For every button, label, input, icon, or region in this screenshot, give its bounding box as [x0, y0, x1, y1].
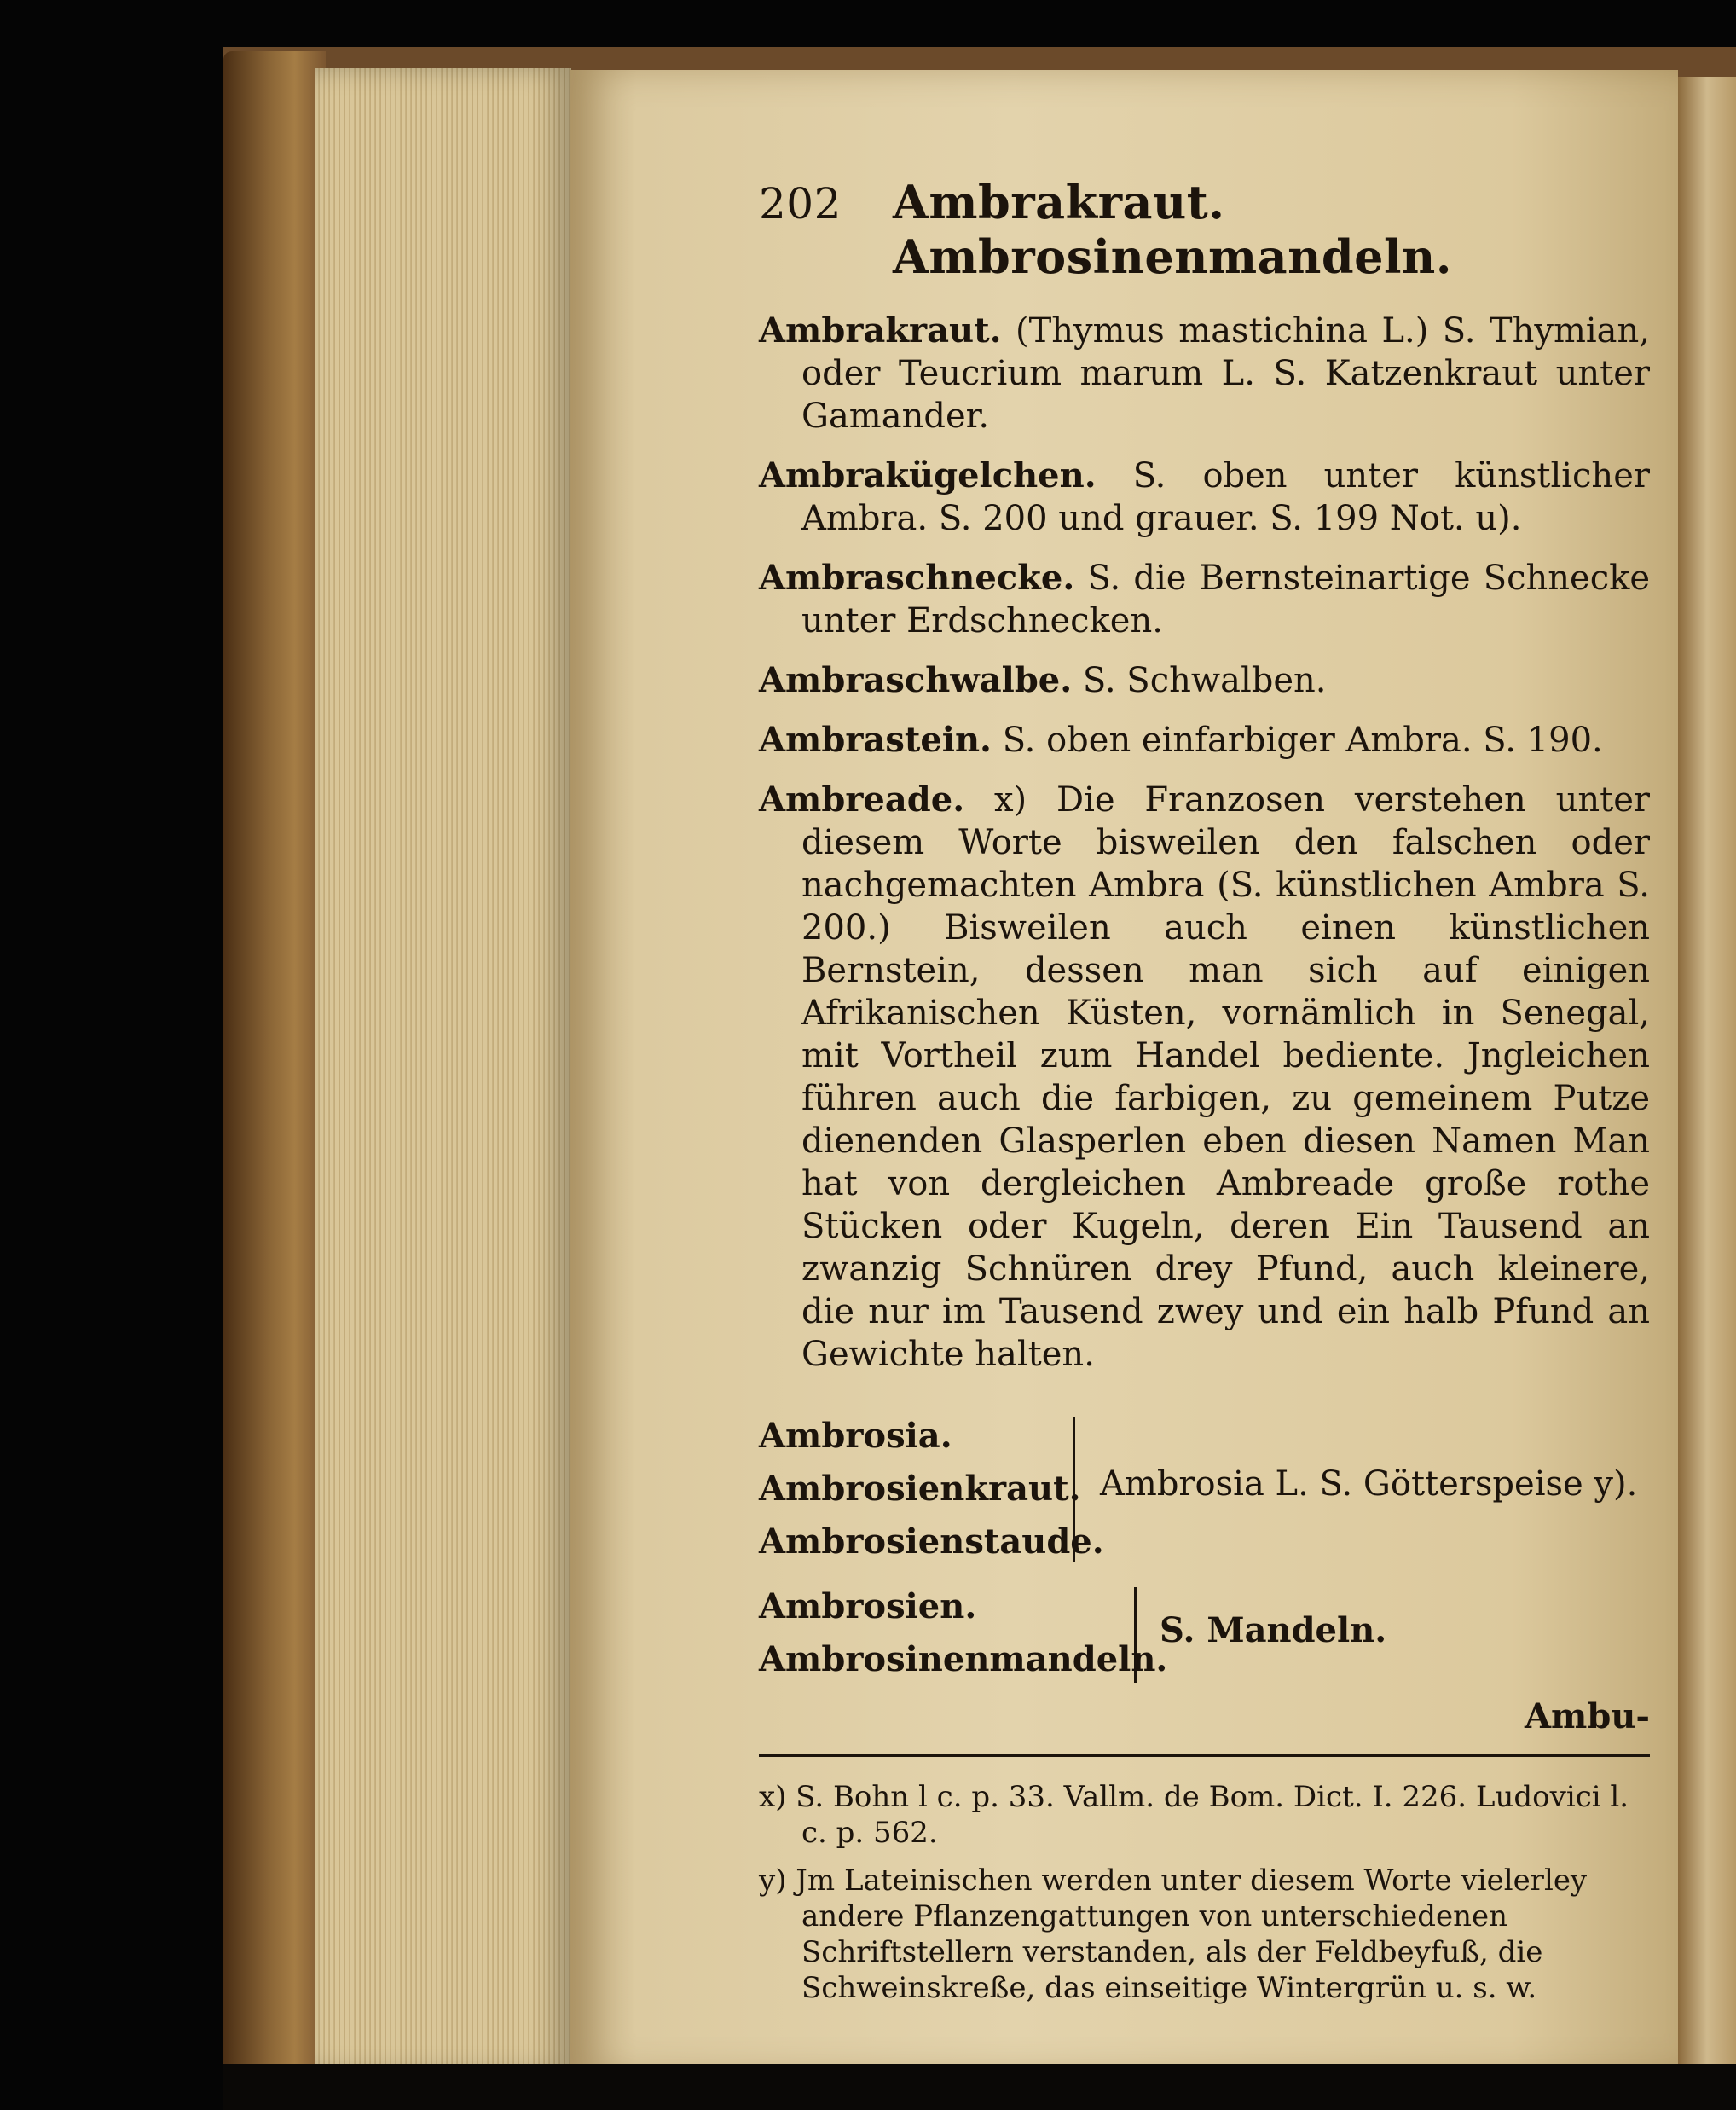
grouped-term: Ambrosinenmandeln.	[759, 1639, 1168, 1679]
cross-reference-group	[759, 1580, 1650, 1691]
entry	[759, 779, 1650, 1376]
entry	[759, 310, 1650, 438]
page-number: 202	[759, 179, 842, 229]
grouped-term: Ambrosienstaude.	[759, 1522, 1104, 1562]
cross-reference-group	[759, 1410, 1650, 1572]
facing-page-edge	[1678, 77, 1736, 2072]
bottom-shadow	[223, 2064, 1736, 2110]
entry-lemma: Ambraschnecke.	[759, 558, 1075, 598]
cross-reference-target: Ambrosia L. S. Götterspeise y).	[1100, 1464, 1638, 1504]
entry	[759, 719, 1650, 762]
entry-text: S. oben unter künstlicher Ambra. S. 200 und grauer. S. 199 Not. u).	[801, 456, 1650, 538]
grouped-terms	[759, 1410, 1104, 1568]
page-content	[759, 175, 1650, 2018]
entry-lemma: Ambrakügelchen.	[759, 455, 1097, 496]
entry-text: S. oben einfarbiger Ambra. S. 190.	[1002, 721, 1603, 760]
entry-lemma: Ambrakraut.	[759, 310, 1002, 351]
entry-text: S. Schwalben.	[1082, 661, 1327, 700]
grouped-terms	[759, 1580, 1167, 1686]
brace	[1117, 1587, 1137, 1683]
footnote: y) Jm Lateinischen werden unter diesem Worte vielerley andere Pflanzengattungen von unterschiedenen Schriftstellern verstanden, als der Feldbeyfuß, die Schweinskreße, das einseitige Wintergrün u. s. w.	[759, 1864, 1588, 2005]
entry-text: (Thymus mastichina L.) S. Thymian, oder Teucrium marum L. S. Katzenkraut unter Gamander.	[801, 311, 1651, 436]
entry	[759, 455, 1650, 540]
grouped-term: Ambrosia.	[759, 1416, 952, 1456]
catchword: Ambu-	[1524, 1696, 1650, 1736]
entry-text: S. die Bernsteinartige Schnecke unter Erdschnecken.	[801, 559, 1651, 641]
running-head: Ambrakraut. Ambrosinenmandeln.	[892, 175, 1453, 284]
page-header	[759, 175, 1650, 284]
grouped-term: Ambrosienkraut.	[759, 1469, 1081, 1509]
book-spine-cover	[223, 51, 326, 2098]
entry	[759, 557, 1650, 642]
entry-lemma: Ambraschwalbe.	[759, 660, 1073, 700]
entry-text: x) Die Franzosen verstehen unter diesem Worte bisweilen den falschen oder nachgemachten Ambra (S. künstlichen Ambra S. 200.) Bisweilen auch einen künstlichen Bernstein, dessen man sich auf einigen Afrikanischen Küsten, vornämlich in Senegal, mit Vortheil zum Handel bediente. Jngleichen führen auch die farbigen, zu gemeinem Putze dienenden Glasperlen eben diesen Namen Man hat von dergleichen Ambreade große rothe Stücken oder Kugeln, deren Ein Tausend an zwanzig Schnüren drey Pfund, auch kleinere, die nur im Tausend zwey und ein halb Pfund an Gewichte halten.	[801, 780, 1650, 1374]
cross-reference-target: S. Mandeln.	[1160, 1610, 1387, 1650]
grouped-term: Ambrosien.	[759, 1586, 977, 1626]
entry	[759, 659, 1650, 702]
brace	[1056, 1417, 1075, 1562]
footnote: x) S. Bohn l c. p. 33. Vallm. de Bom. Dict. I. 226. Ludovici l. c. p. 562.	[759, 1780, 1629, 1850]
footnote-rule	[759, 1754, 1650, 1757]
page-edges	[315, 68, 571, 2072]
entry-lemma: Ambreade.	[759, 780, 965, 820]
entry-lemma: Ambrastein.	[759, 720, 992, 760]
